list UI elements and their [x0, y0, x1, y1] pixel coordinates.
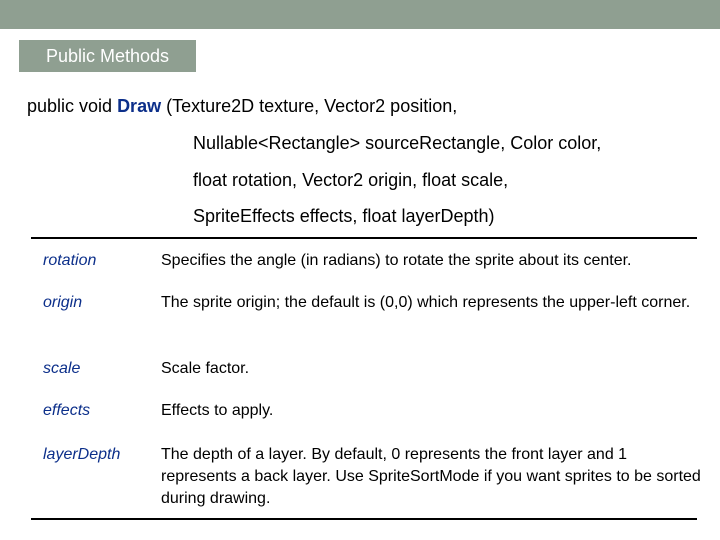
signature-line-1-rest: (Texture2D texture, Vector2 position,	[161, 96, 458, 116]
section-label: Public Methods	[19, 40, 196, 72]
signature-line-4: SpriteEffects effects, float layerDepth)	[193, 206, 495, 226]
param-name: scale	[43, 360, 81, 377]
param-name: layerDepth	[43, 446, 121, 463]
param-description: Scale factor.	[161, 360, 250, 377]
table-bottom-rule	[31, 518, 697, 520]
method-name: Draw	[117, 96, 162, 116]
top-bar	[0, 0, 720, 29]
signature-line-1	[27, 95, 457, 117]
signature-prefix: public void	[27, 96, 118, 116]
param-name: effects	[43, 402, 91, 419]
table-top-rule	[31, 237, 697, 239]
signature-line-3: float rotation, Vector2 origin, float scale,	[193, 170, 509, 190]
param-name: rotation	[43, 252, 97, 269]
param-description: Specifies the angle (in radians) to rotate the sprite about its center.	[161, 252, 632, 269]
param-description: The sprite origin; the default is (0,0) which represents the upper-left corner.	[161, 294, 691, 311]
param-name: origin	[43, 294, 83, 311]
signature-line-2: Nullable<Rectangle> sourceRectangle, Color color,	[193, 133, 602, 153]
param-description: The depth of a layer. By default, 0 represents the front layer and 1 represents a back layer. Use SpriteSortMode if you want sprites to be sorted during drawing.	[161, 446, 701, 507]
param-description: Effects to apply.	[161, 402, 274, 419]
